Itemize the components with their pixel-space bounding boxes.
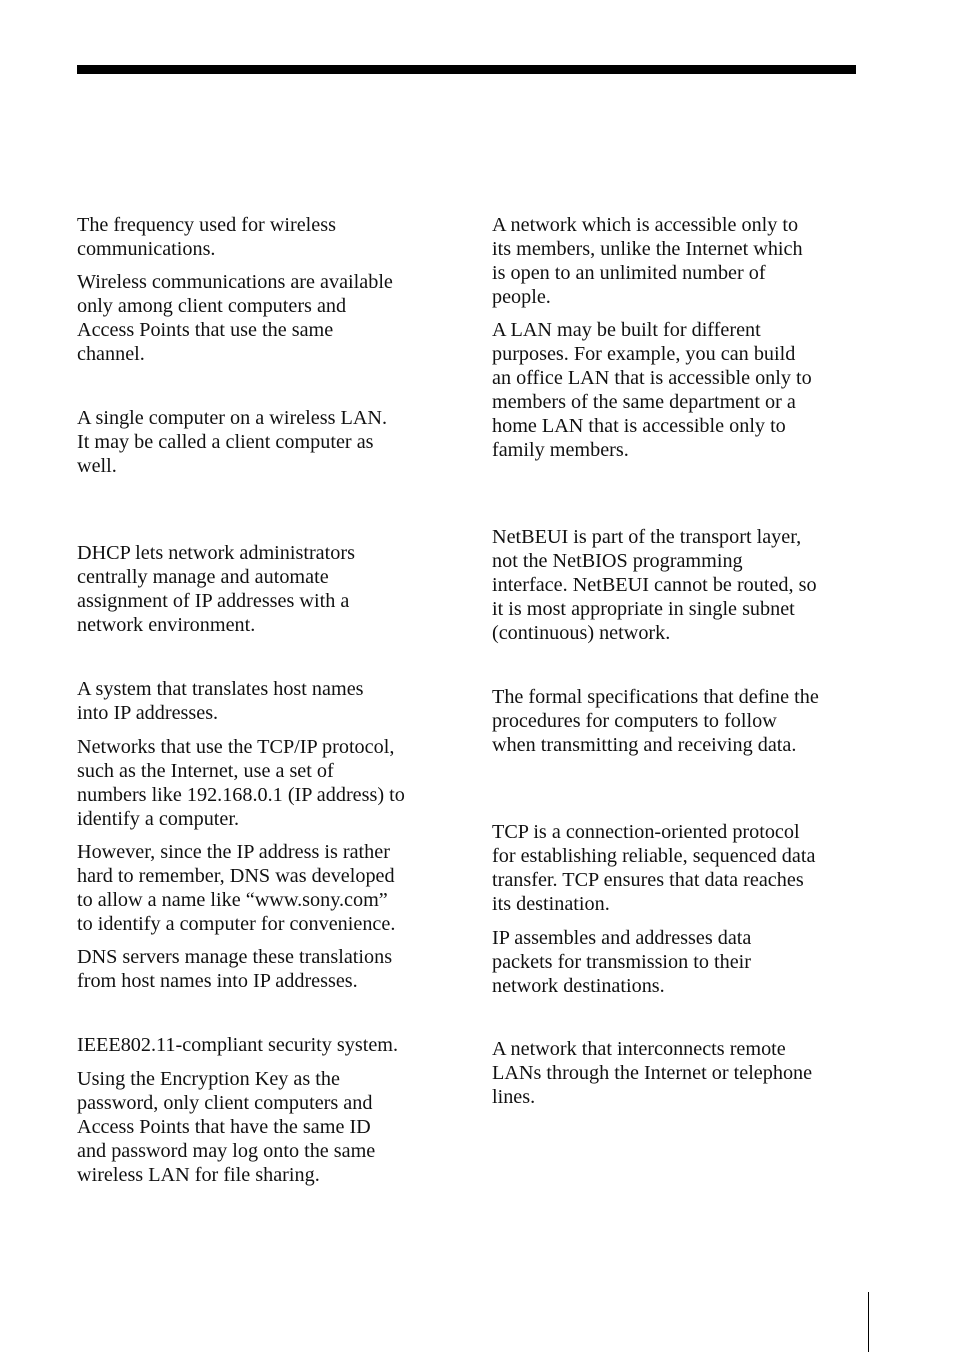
lan-definition: A network which is accessible only to its members, unlike the Internet which is open to an unlimited number of people. <box>492 214 803 308</box>
channel-detail: Wireless communications are available only among client computers and Access Points that use the same channel. <box>77 271 393 365</box>
top-rule <box>77 65 856 74</box>
encryption-detail: Using the Encryption Key as the password, only client computers and Access Points that have the same ID and password may log onto the same wireless LAN for file sharing. <box>77 1068 376 1186</box>
wan-definition: A network that interconnects remote LANs through the Internet or telephone lines. <box>492 1038 813 1108</box>
lan-detail: A LAN may be built for different purposes. For example, you can build an office LAN that is accessible only to members of the same department or a home LAN that is accessible only to family members. <box>492 319 812 461</box>
dns-detail-2: However, since the IP address is rather hard to remember, DNS was developed to allow a name like “www.sony.com” to identify a computer for convenience. <box>77 841 396 935</box>
dns-detail-3: DNS servers manage these translations from host names into IP addresses. <box>77 946 393 992</box>
tcp-definition: TCP is a connection-oriented protocol for establishing reliable, sequenced data transfer. TCP ensures that data reaches its destination. <box>492 821 816 915</box>
channel-definition: The frequency used for wireless communications. <box>77 214 336 260</box>
ip-definition: IP assembles and addresses data packets for transmission to their network destinations. <box>492 927 752 997</box>
dns-definition: A system that translates host names into IP addresses. <box>77 678 364 724</box>
page-edge-mark <box>868 1292 869 1352</box>
protocol-definition: The formal specifications that define the procedures for computers to follow when transmitting and receiving data. <box>492 686 819 756</box>
netbeui-definition: NetBEUI is part of the transport layer, not the NetBIOS programming interface. NetBEUI cannot be routed, so it is most appropriate in single subnet (continuous) network. <box>492 526 817 644</box>
encryption-definition: IEEE802.11-compliant security system. <box>77 1034 399 1056</box>
client-definition: A single computer on a wireless LAN. It may be called a client computer as well. <box>77 407 388 477</box>
dhcp-definition: DHCP lets network administrators centrally manage and automate assignment of IP addresses with a network environment. <box>77 542 355 636</box>
dns-detail-1: Networks that use the TCP/IP protocol, such as the Internet, use a set of numbers like 192.168.0.1 (IP address) to identify a computer. <box>77 736 405 830</box>
